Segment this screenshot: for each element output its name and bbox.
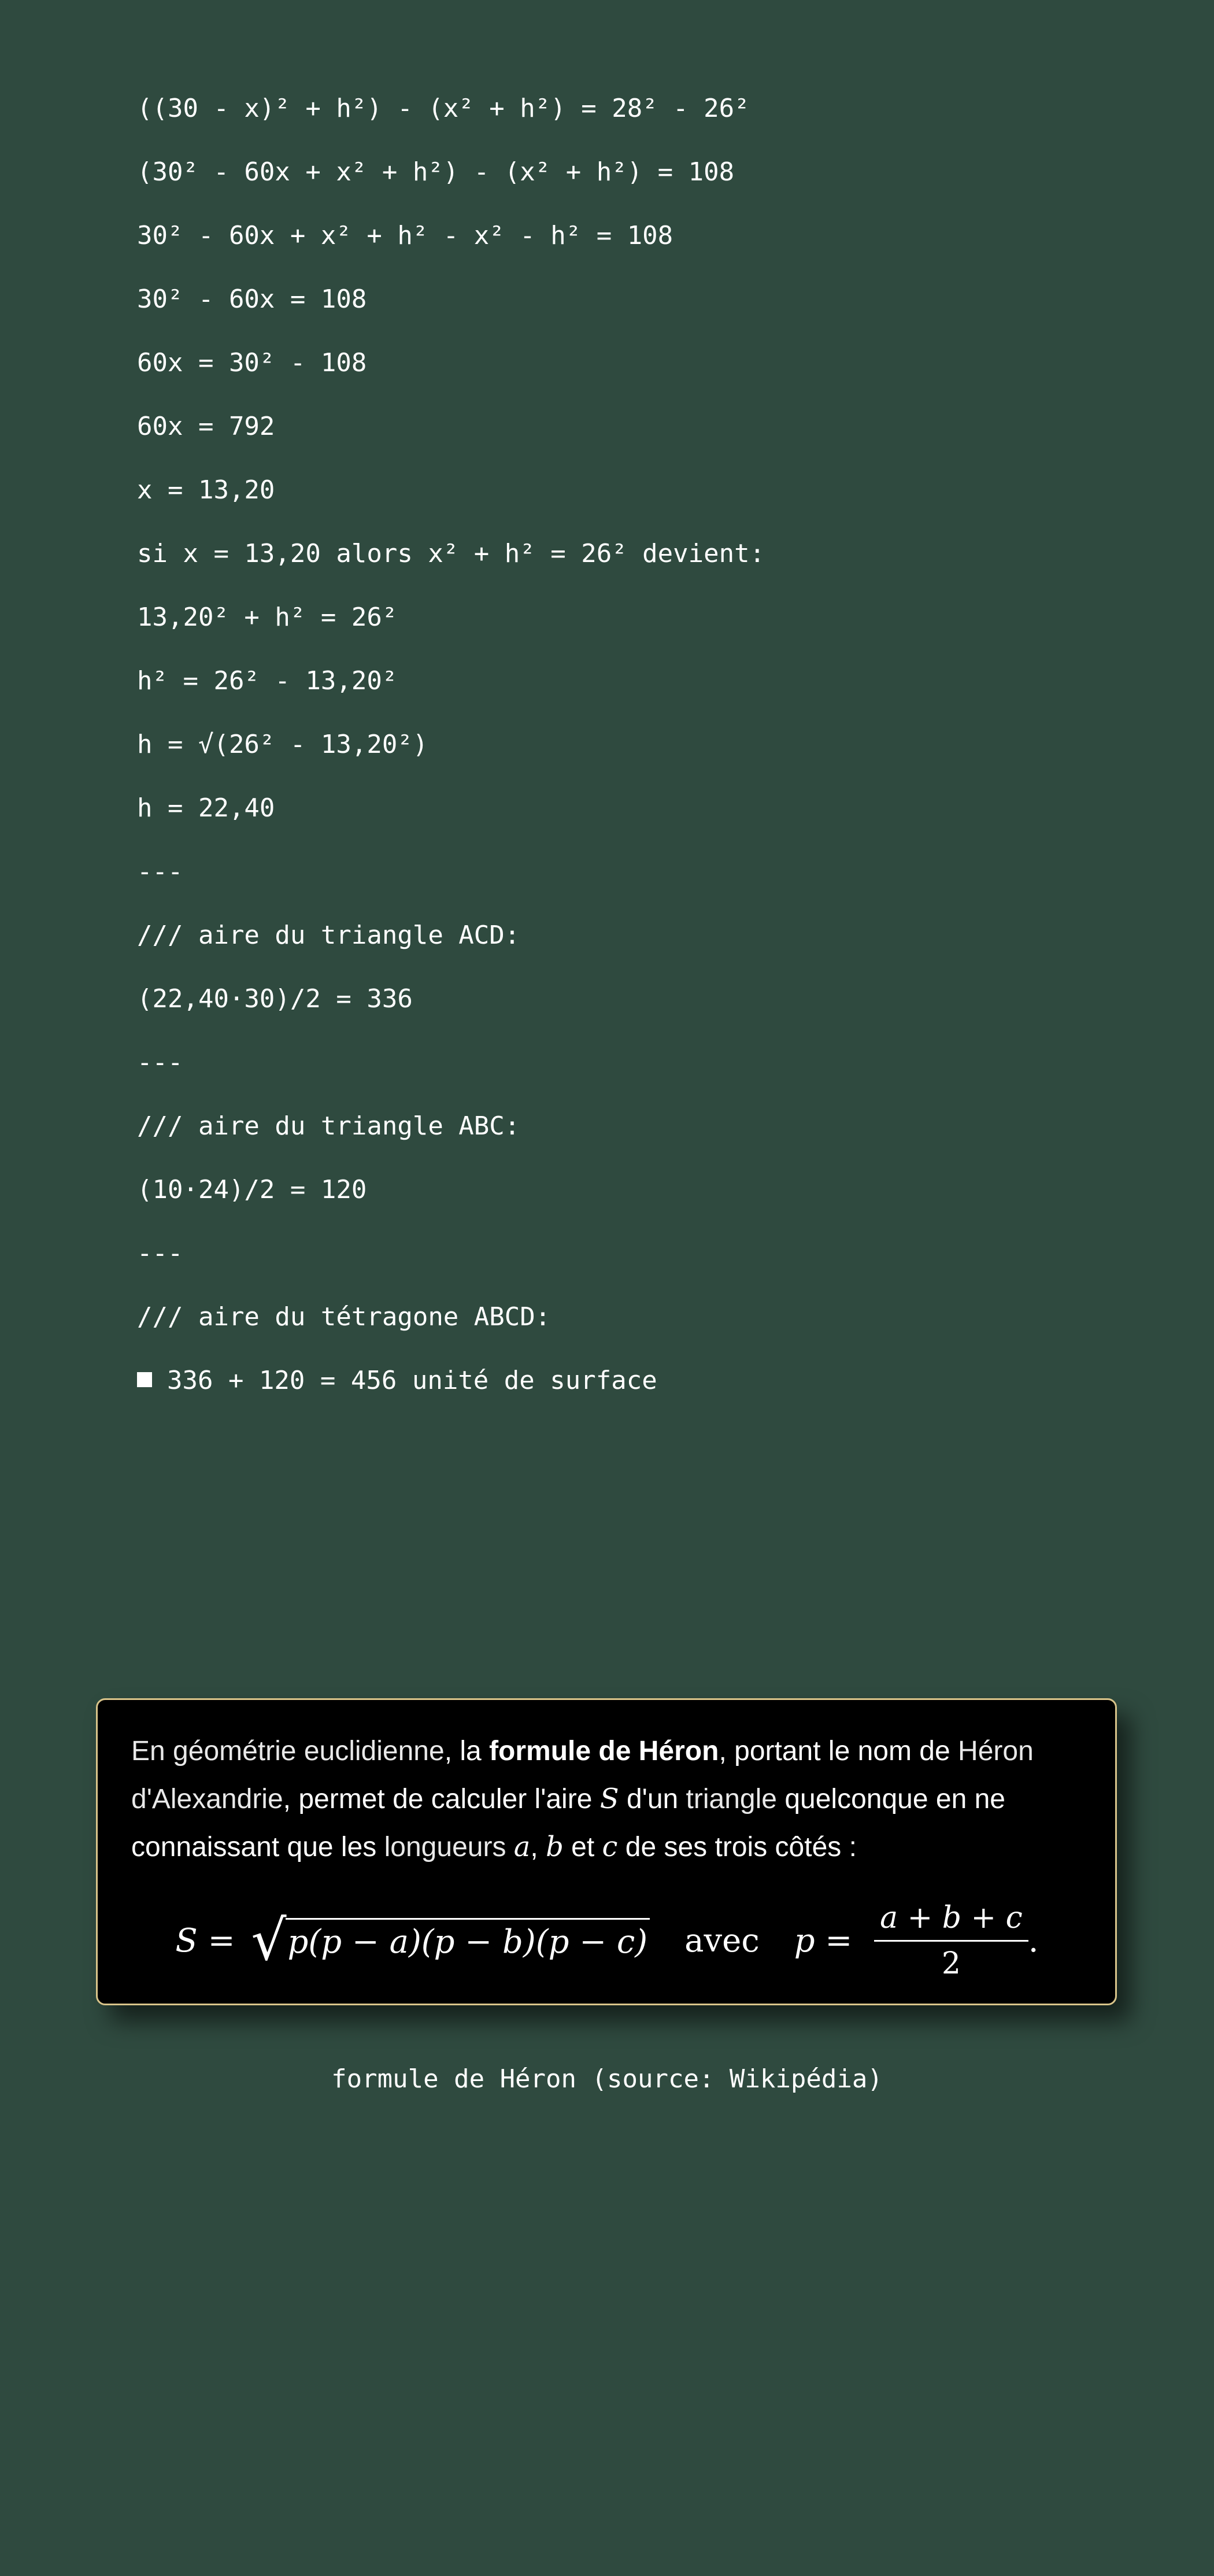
result-text: 336 + 120 = 456 unité de surface: [167, 1366, 657, 1395]
result-line: [137, 1365, 1120, 1428]
calc-line-10: h² = 26² - 13,20²: [137, 666, 398, 696]
var-s: S: [599, 1783, 619, 1815]
formula-equals-2: =: [815, 1921, 863, 1960]
fraction-numerator: a + b + c: [874, 1901, 1028, 1942]
calc-area-acd: (22,40·30)/2 = 336: [137, 984, 413, 1014]
calc-line-2: (30² - 60x + x² + h²) - (x² + h²) = 108: [137, 157, 735, 187]
calc-line-7: x = 13,20: [137, 475, 275, 505]
formula-radicand: p(p − a)(p − b)(p − c): [286, 1918, 650, 1963]
quote-text: En géométrie euclidienne, la formule de Héron, portant le nom de Héron d'Alexandrie, permet de calculer l'aire S d'un triangle quelconque en ne connaissant que les longueurs a, b et c de ses trois côtés :: [131, 1736, 1034, 1863]
calculation-lines: [137, 93, 1120, 1428]
calc-line-8: si x = 13,20 alors x² + h² = 26² devient:: [137, 539, 765, 568]
link-geometrie-euclidienne[interactable]: En géométrie euclidienne: [131, 1736, 445, 1766]
square-bullet-icon: [137, 1372, 152, 1387]
calc-line-12: h = 22,40: [137, 793, 275, 823]
formula-p: p: [794, 1921, 815, 1960]
var-b: b: [546, 1831, 564, 1863]
calc-line-3: 30² - 60x + x² + h² - x² - h² = 108: [137, 221, 673, 250]
calc-line-11: h = √(26² - 13,20²): [137, 730, 428, 759]
formula-lhs: S: [175, 1921, 198, 1960]
calc-line-4: 30² - 60x = 108: [137, 284, 367, 314]
separator-3: ---: [137, 1239, 183, 1268]
link-longueurs[interactable]: longueurs: [384, 1832, 506, 1862]
formula-period: .: [1028, 1921, 1039, 1960]
calc-line-9: 13,20² + h² = 26²: [137, 603, 398, 632]
formula-avec: avec: [684, 1921, 760, 1960]
figure-caption: formule de Héron (source: Wikipédia): [331, 2064, 883, 2094]
separator-2: ---: [137, 1048, 183, 1077]
calc-line-6: 60x = 792: [137, 412, 275, 441]
square-root: [251, 1908, 650, 1973]
separator-1: ---: [137, 857, 183, 886]
formula-name: formule de Héron: [489, 1736, 719, 1766]
heron-formula: [131, 1894, 1083, 1987]
calc-line-1: ((30 - x)² + h²) - (x² + h²) = 28² - 26²: [137, 94, 750, 123]
link-triangle[interactable]: triangle: [686, 1784, 777, 1814]
var-c: c: [602, 1831, 618, 1863]
fraction-denominator: 2: [941, 1946, 961, 1981]
var-a: a: [513, 1831, 531, 1863]
calc-line-5: 60x = 30² - 108: [137, 348, 367, 378]
heron-formula-quote: [96, 1698, 1117, 2005]
calc-area-abc: (10·24)/2 = 120: [137, 1175, 367, 1204]
comment-acd: /// aire du triangle ACD:: [137, 921, 520, 950]
formula-fraction: [874, 1901, 1028, 1981]
link-heron-alexandrie[interactable]: Héron d'Alexandrie: [131, 1736, 1034, 1814]
comment-abcd: /// aire du tétragone ABCD:: [137, 1302, 551, 1332]
comment-abc: /// aire du triangle ABC:: [137, 1111, 520, 1141]
radical-icon: √: [251, 1908, 287, 1973]
formula-equals: =: [197, 1921, 246, 1960]
